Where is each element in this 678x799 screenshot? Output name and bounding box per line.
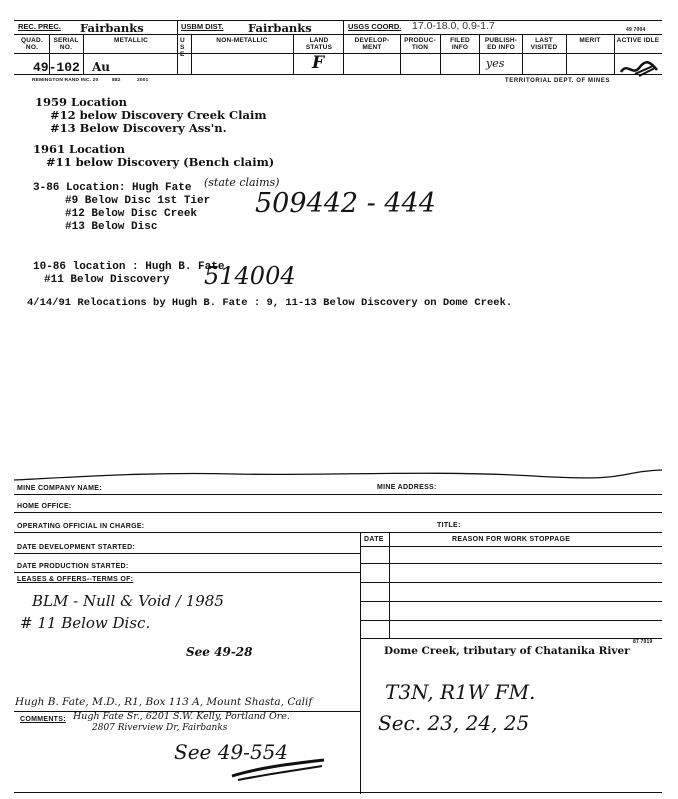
home-office-rule — [14, 512, 662, 513]
col-div-land — [293, 34, 294, 74]
published-info-value: yes — [486, 57, 505, 70]
territorial-dept: TERRITORIAL DEPT. OF MINES — [505, 78, 611, 84]
mine-company-label: MINE COMPANY NAME: — [17, 485, 102, 492]
col-production: PRODUC-TION — [404, 37, 436, 51]
title-label: TITLE: — [437, 522, 461, 529]
col-div-active — [614, 34, 615, 74]
col-quad-no: QUAD. NO. — [21, 37, 43, 51]
col-active-idle: ACTIVE IDLE — [616, 37, 660, 44]
see-scribble — [228, 754, 328, 784]
col-div-filed — [440, 34, 441, 74]
loc-1961-title: 1961 Location — [33, 142, 125, 156]
header-bottom-rule — [14, 74, 662, 75]
loc-1086-title: 10-86 location : Hugh B. Fate — [33, 261, 225, 273]
loc-1959-title: 1959 Location — [35, 95, 127, 109]
form-number: 49 7004 — [626, 27, 646, 33]
hugh-line-2: Hugh Fate Sr., 6201 S.W. Kelly, Portland Ore. — [73, 711, 290, 722]
bottom-rule — [14, 792, 662, 793]
loc-386-number: 509442 - 444 — [255, 188, 436, 219]
prod-started-label: DATE PRODUCTION STARTED: — [17, 563, 129, 570]
col-published-info: PUBLISH-ED INFO — [484, 37, 518, 51]
loc-1086-number: 514004 — [204, 262, 296, 290]
dev-started-rule — [14, 553, 360, 554]
stoppage-rule-1 — [360, 546, 662, 547]
below-disc-handwritten: # 11 Below Disc. — [20, 614, 151, 632]
usgs-coord-label: USGS COORD. — [348, 22, 402, 31]
usgs-coord-value: 17.0-18.0, 0.9-1.7 — [412, 20, 495, 32]
quad-serial-value: 49-102 — [33, 60, 80, 75]
col-nonmetallic: NON-METALLIC — [216, 37, 268, 44]
see-49-554: See 49-554 — [174, 740, 289, 764]
usbm-dist-value: Fairbanks — [248, 21, 312, 35]
col-use: U S E — [180, 37, 185, 58]
rec-prec-value: Fairbanks — [80, 21, 144, 35]
printer-code-b: 2001 — [137, 78, 149, 83]
prod-started-rule — [14, 572, 360, 573]
operating-official-label: OPERATING OFFICIAL IN CHARGE: — [17, 523, 145, 530]
stoppage-rule-4 — [360, 601, 662, 602]
blm-handwritten: BLM - Null & Void / 1985 — [32, 592, 224, 610]
rec-prec-label: REC. PREC. — [18, 22, 61, 31]
loc-1086-a: #11 Below Discovery — [44, 274, 170, 286]
operating-rule — [14, 532, 662, 533]
col-last-visited: LAST VISITED — [530, 37, 558, 51]
loc-386-c: #13 Below Disc — [65, 221, 158, 233]
loc-386-title: 3-86 Location: Hugh Fate — [33, 182, 192, 194]
loc-1991: 4/14/91 Relocations by Hugh B. Fate : 9, 11-13 Below Discovery on Dome Creek. — [27, 297, 513, 309]
mine-company-rule — [14, 494, 662, 495]
mine-address-label: MINE ADDRESS: — [377, 484, 437, 491]
col-div-last — [522, 34, 523, 74]
dev-started-label: DATE DEVELOPMENT STARTED: — [17, 544, 136, 551]
printer-text: REMINGTON RAND INC. 20 — [32, 78, 99, 83]
loc-386-note: (state claims) — [204, 176, 280, 189]
col-metallic: METALLIC — [114, 37, 148, 44]
col-div-use — [177, 34, 178, 74]
col-div-metallic — [83, 34, 84, 74]
date-col-label: DATE — [364, 536, 384, 543]
header-values-rule — [14, 53, 662, 54]
header-divider-1 — [177, 20, 178, 34]
form-code: 87 7919 — [633, 639, 653, 645]
home-office-label: HOME OFFICE: — [17, 503, 72, 510]
hugh-line-3: 2807 Riverview Dr, Fairbanks — [92, 723, 228, 733]
loc-1959-a: #12 below Discovery Creek Claim — [50, 108, 267, 122]
location-text: Dome Creek, tributary of Chatanika River — [384, 645, 630, 657]
leases-label: LEASES & OFFERS--TERMS OF: — [17, 576, 134, 583]
loc-386-b: #12 Below Disc Creek — [65, 208, 198, 220]
col-development: DEVELOP-MENT — [354, 37, 390, 51]
hugh-line-1: Hugh B. Fate, M.D., R1, Box 113 A, Mount Shasta, Calif — [15, 696, 313, 708]
stoppage-rule-5 — [360, 620, 662, 621]
active-idle-scribble — [617, 56, 661, 78]
right-panel-divider — [360, 532, 361, 794]
separator-wave — [14, 462, 662, 482]
col-div-develop — [343, 34, 344, 74]
date-col-divider — [389, 532, 390, 638]
sections-handwritten: Sec. 23, 24, 25 — [378, 711, 530, 735]
see-49-28: See 49-28 — [186, 645, 253, 659]
col-land-status: LAND STATUS — [305, 37, 333, 51]
col-serial-no: SERIAL NO. — [53, 37, 79, 51]
col-div-published — [479, 34, 480, 74]
comments-label: COMMENTS: — [20, 716, 66, 723]
header-divider-2 — [343, 20, 344, 34]
township-handwritten: T3N, R1W FM. — [385, 680, 536, 704]
comments-rule — [14, 711, 360, 712]
stoppage-rule-3 — [360, 582, 662, 583]
usbm-dist-label: USBM DIST. — [181, 22, 224, 31]
col-filed-info: FILED INFO — [450, 37, 470, 51]
printer-code-a: 882 — [112, 78, 121, 83]
loc-1959-b: #13 Below Discovery Ass'n. — [50, 121, 227, 135]
stoppage-rule-2 — [360, 563, 662, 564]
col-div-nonmetallic — [191, 34, 192, 74]
metallic-value: Au — [92, 60, 111, 74]
reason-col-label: REASON FOR WORK STOPPAGE — [452, 536, 571, 543]
loc-1961-a: #11 below Discovery (Bench claim) — [46, 155, 275, 169]
col-div-merit — [566, 34, 567, 74]
stoppage-rule-6 — [360, 638, 662, 639]
col-merit: MERIT — [579, 37, 601, 44]
col-div-produc — [400, 34, 401, 74]
loc-386-a: #9 Below Disc 1st Tier — [65, 195, 211, 207]
land-status-value: F — [312, 53, 325, 73]
